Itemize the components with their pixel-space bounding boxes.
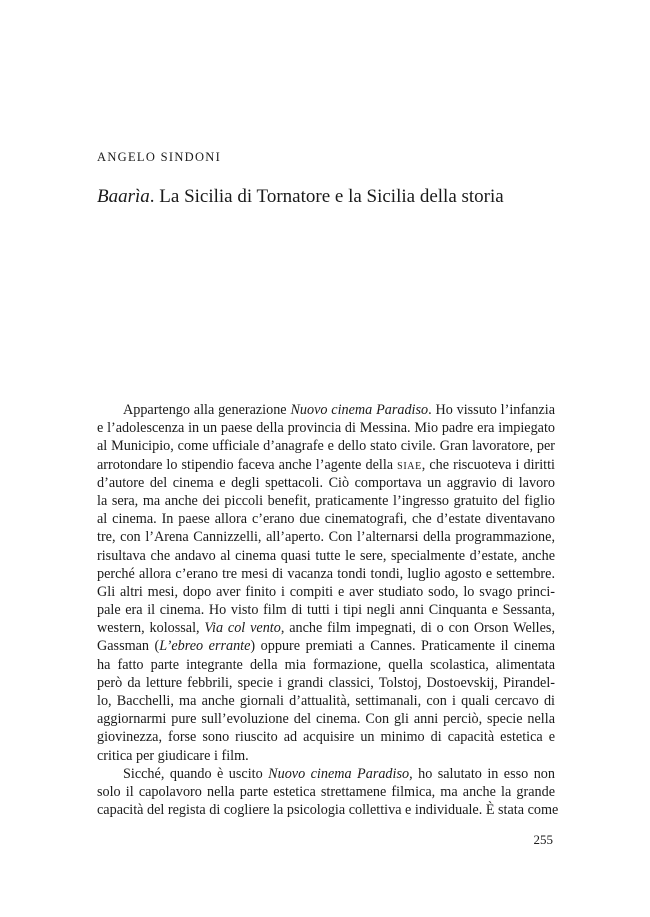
text-segment: però da letture febbrili, specie i grandi classici, Tolstoj, Dostoevskij, Pirandel- bbox=[97, 674, 555, 691]
text-line bbox=[97, 765, 555, 783]
text-line bbox=[97, 728, 555, 746]
chapter-title-italic: Baarìa bbox=[97, 186, 150, 207]
text-line bbox=[97, 601, 555, 619]
text-line bbox=[97, 474, 555, 492]
text-line bbox=[97, 710, 555, 728]
text-line bbox=[97, 692, 555, 710]
text-line bbox=[97, 437, 555, 455]
text-segment: Gassman ( bbox=[97, 638, 160, 655]
text-line bbox=[97, 565, 555, 583]
text-line bbox=[97, 419, 555, 437]
text-segment: pale era il cinema. Ho visto film di tutti i tipi negli anni Cinquanta e Sessanta, bbox=[97, 602, 555, 619]
text-segment: perché allora c’erano tre mesi di vacanza tondi tondi, luglio agosto e settembre. bbox=[97, 565, 555, 582]
text-line bbox=[97, 783, 555, 801]
text-line bbox=[97, 619, 555, 637]
text-segment: giovinezza, forse sono riuscito ad acquisire un minimo di capacità estetica e bbox=[97, 729, 555, 746]
small-caps-text: SIAE bbox=[397, 460, 422, 472]
body-text bbox=[97, 401, 559, 819]
italic-text: Nuovo cinema Paradiso bbox=[290, 402, 429, 418]
italic-text: Via col vento bbox=[204, 620, 281, 637]
text-segment: Gli altri mesi, dopo aver finito i compiti e aver studiato sodo, lo svago princi- bbox=[97, 583, 555, 600]
text-segment: d’autore del cinema e degli spettacoli. Ciò comportava un aggravio di lavoro bbox=[97, 474, 555, 491]
text-segment: capacità del regista di cogliere la psicologia collettiva e individuale. È stata come bbox=[97, 802, 559, 819]
text-segment: lo, Bacchelli, ma anche giornali d’attualità, settimanali, con i quali cercavo di bbox=[97, 693, 555, 709]
chapter-title bbox=[97, 185, 504, 209]
text-line bbox=[97, 547, 555, 565]
text-line bbox=[97, 456, 555, 474]
author-name: ANGELO SINDONI bbox=[97, 150, 222, 164]
text-segment: al Municipio, come ufficiale d’anagrafe e dello stato civile. Gran lavoratore, per bbox=[97, 438, 555, 455]
text-segment: , che riscuoteva i diritti bbox=[421, 456, 555, 473]
text-segment: risultava che andavo al cinema quasi tutte le sere, specialmente d’estate, anche bbox=[97, 547, 555, 564]
text-segment: Sicché, quando è uscito bbox=[123, 765, 269, 782]
text-segment: tre, con l’Arena Cannizzelli, all’aperto. Con l’alternarsi della programmazione, bbox=[97, 529, 555, 546]
text-line bbox=[97, 492, 555, 510]
italic-text: L’ebreo errante bbox=[159, 638, 251, 655]
chapter-title-rest: . La Sicilia di Tornatore e la Sicilia della storia bbox=[149, 186, 504, 207]
text-segment: Appartengo alla generazione bbox=[123, 402, 291, 418]
text-segment: solo il capolavoro nella parte estetica strettamene filmica, ma anche la grande bbox=[97, 783, 555, 800]
text-line bbox=[97, 747, 555, 765]
text-segment: ha fatto parte integrante della mia formazione, quella scolastica, alimentata bbox=[97, 656, 555, 673]
text-line bbox=[97, 583, 555, 601]
text-line bbox=[97, 801, 559, 819]
text-segment: western, kolossal, bbox=[97, 620, 205, 637]
text-segment: . Ho vissuto l’infanzia bbox=[428, 402, 555, 418]
text-segment: critica per giudicare i film. bbox=[97, 747, 249, 764]
text-segment: al cinema. In paese allora c’erano due cinematografi, che d’estate diventavano bbox=[97, 511, 555, 528]
text-line bbox=[97, 401, 555, 419]
text-segment: , ho salutato in esso non bbox=[409, 765, 555, 782]
text-line bbox=[97, 510, 555, 528]
text-segment: , anche film impegnati, di o con Orson Welles, bbox=[280, 620, 555, 637]
text-segment: e l’adolescenza in un paese della provincia di Messina. Mio padre era impiegato bbox=[97, 420, 555, 437]
text-segment: aggiornarmi pure sull’evoluzione del cinema. Con gli anni perciò, specie nella bbox=[97, 711, 555, 728]
text-line bbox=[97, 637, 555, 655]
text-segment: la sera, ma anche dei piccoli benefit, praticamente l’ingresso gratuito del figlio bbox=[97, 492, 555, 509]
text-line bbox=[97, 656, 555, 674]
text-line bbox=[97, 528, 555, 546]
text-line bbox=[97, 674, 555, 692]
italic-text: Nuovo cinema Paradiso bbox=[268, 765, 410, 782]
text-segment: arrotondare lo stipendio faceva anche l’agente della bbox=[97, 456, 398, 473]
page-number: 255 bbox=[533, 832, 553, 847]
text-segment: ) oppure premiati a Cannes. Praticamente il cinema bbox=[250, 638, 555, 655]
